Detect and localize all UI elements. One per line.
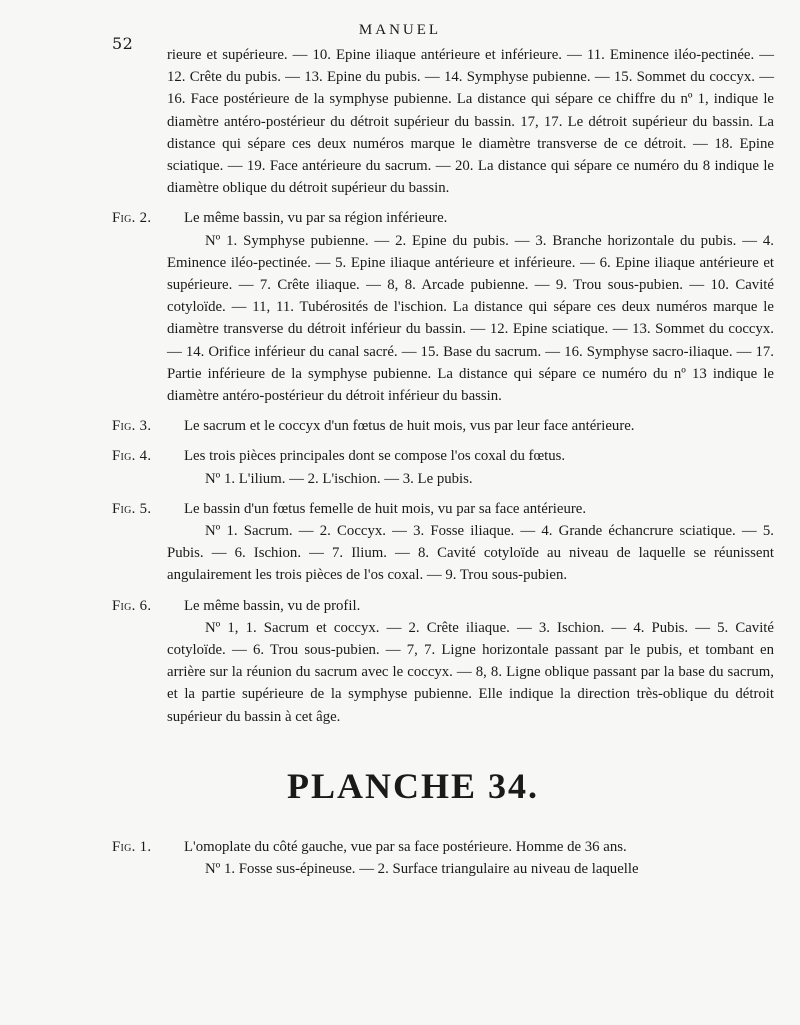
planche-heading: PLANCHE 34. — [286, 765, 539, 806]
page-number: 52 — [112, 34, 134, 53]
figure-items: Nº 1, 1. Sacrum et coccyx. — 2. Crête iliaque. — 3. Ischion. — 4. Pubis. — 5. Cavité cotyloïde. — 6. Trou sous-pubien. — 7, 7. Ligne horizontale passant par le pubis, et tombant en arrière sur la réunion du sacrum avec le coccyx. — 8, 8. Ligne oblique passant par la base du sacrum, et la partie supérieure de la symphyse pubienne. Elle indique la direction très-oblique du détroit supérieur du bassin à cet âge. — [167, 619, 774, 725]
figure-label: Fig. 2. — [112, 210, 152, 227]
figure-heading — [112, 207, 774, 229]
figure-items: Nº 1. Fosse sus-épineuse. — 2. Surface triangulaire au niveau de laquelle — [205, 861, 639, 878]
figure-entry — [112, 836, 774, 880]
figure-entry — [112, 415, 774, 437]
figure-heading — [112, 498, 774, 520]
figure-label: Fig. 1. — [112, 838, 152, 855]
figure-caption: L'omoplate du côté gauche, vue par sa face postérieure. Homme de 36 ans. — [184, 838, 627, 855]
figure-label: Fig. 4. — [112, 448, 152, 465]
figure-caption: Le bassin d'un fœtus femelle de huit mois, vu par sa face antérieure. — [184, 500, 587, 517]
figure-caption: Le sacrum et le coccyx d'un fœtus de huit mois, vus par leur face antérieure. — [184, 418, 635, 435]
figure-label: Fig. 6. — [112, 597, 152, 614]
page-content — [112, 44, 774, 880]
figure-items: Nº 1. L'ilium. — 2. L'ischion. — 3. Le pubis. — [205, 470, 473, 487]
figure-entry — [112, 445, 774, 489]
figure-heading — [112, 415, 774, 437]
figure-items: Nº 1. Sacrum. — 2. Coccyx. — 3. Fosse iliaque. — 4. Grande échancrure sciatique. — 5. Pubis. — 6. Ischion. — 7. Ilium. — 8. Cavité cotyloïde au niveau de laquelle se réunissent angulairement les trois pièces de l'os coxal. — 9. Trou sous-pubien. — [167, 523, 774, 584]
figure-entry — [112, 595, 774, 728]
figure-entry — [112, 207, 774, 407]
figure-heading — [112, 836, 774, 858]
figure-items: Nº 1. Symphyse pubienne. — 2. Epine du pubis. — 3. Branche horizontale du pubis. — 4. Eminence iléo-pectinée. — 5. Epine iliaque antérieure et inférieure. — 6. Epine iliaque antérieure et supérieure. — 7. Crête iliaque. — 8, 8. Arcade pubienne. — 9. Trou sous-pubien. — 10. Cavité cotyloïde. — 11, 11. Tubérosités de l'ischion. La distance qui sépare ces deux numéros marque le diamètre transverse du détroit inférieur du bassin. — 12. Epine sciatique. — 13. Sommet du coccyx. — 14. Orifice inférieur du canal sacré. — 15. Base du sacrum. — 16. Symphyse sacro-iliaque. — 17. Partie inférieure de la symphyse pubienne. La distance qui sépare ce numéro du nº 13 indique le diamètre antéro-postérieur du détroit inférieur du bassin. — [167, 232, 774, 405]
figure-label: Fig. 3. — [112, 418, 152, 435]
figure-entry — [112, 498, 774, 587]
running-head: MANUEL — [358, 22, 442, 38]
figure-caption: Les trois pièces principales dont se compose l'os coxal du fœtus. — [184, 448, 566, 465]
figure-label: Fig. 5. — [112, 500, 152, 517]
figure-heading — [112, 445, 774, 467]
figure-heading — [112, 595, 774, 617]
intro-paragraph: rieure et supérieure. — 10. Epine iliaque antérieure et inférieure. — 11. Eminence iléo-pectinée. — 12. Crête du pubis. — 13. Epine du pubis. — 14. Symphyse pubienne. — 15. Sommet du coccyx. — 16. Face postérieure de la symphyse pubienne. La distance qui sépare ce chiffre du nº 1, indique le diamètre antéro-postérieur du détroit supérieur du bassin. 17, 17. Le détroit supérieur du bassin. La distance qui sépare ces deux numéros marque le diamètre transverse de ce détroit. — 18. Epine sciatique. — 19. Face antérieure du sacrum. — 20. La distance qui sépare ce numéro du 8 indique le diamètre oblique du détroit supérieur du bassin. — [167, 47, 774, 197]
figure-caption: Le même bassin, vu par sa région inférieure. — [184, 210, 448, 227]
figure-caption: Le même bassin, vu de profil. — [184, 597, 361, 614]
